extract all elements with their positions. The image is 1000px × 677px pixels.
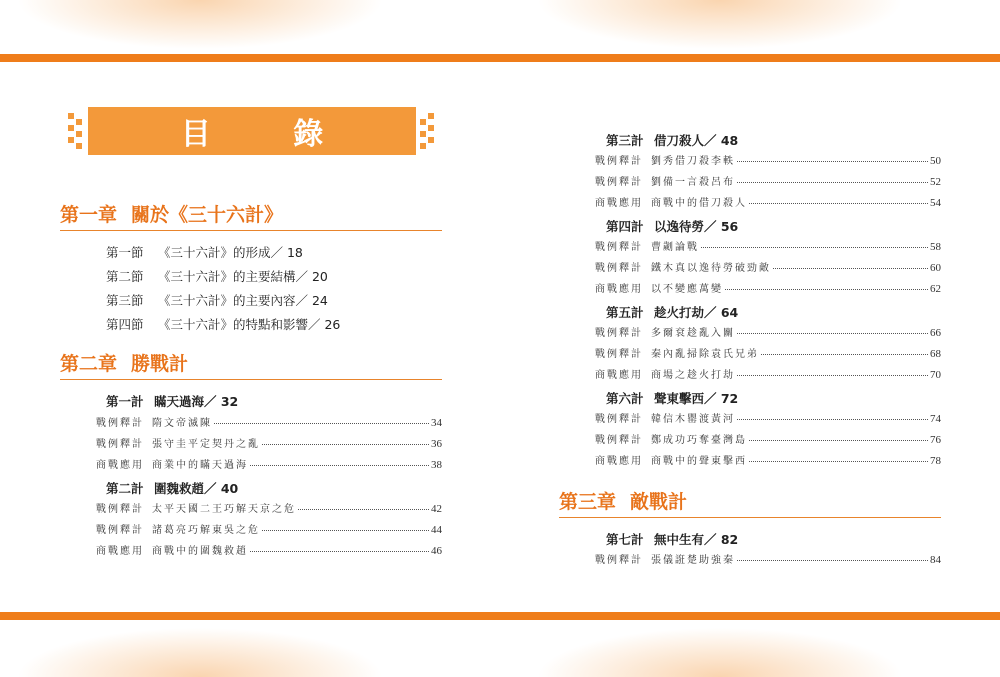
toc-entry[interactable]: 戰例釋計 鄭成功巧奪臺灣島 76	[595, 434, 941, 446]
chapter-2-heading[interactable]	[60, 349, 442, 380]
dot-leader	[773, 268, 928, 269]
chapter-title: 勝戰計	[131, 353, 189, 375]
toc-entry[interactable]: 商戰應用 商戰中的借刀殺人 54	[595, 197, 941, 209]
chapter-number: 第一章	[60, 204, 118, 226]
dot-leader	[262, 530, 429, 531]
toc-entry[interactable]: 戰例釋計 秦內亂掃除袁氏兄弟 68	[595, 348, 941, 360]
section-1[interactable]: 第一節 《三十六計》的形成／ 18	[106, 245, 303, 260]
strategy-3[interactable]: 第三計 借刀殺人／ 48	[606, 133, 739, 148]
dot-leader	[749, 203, 928, 204]
dot-leader	[737, 182, 928, 183]
toc-entry[interactable]: 戰例釋計 鐵木真以逸待勞破勁敵 60	[595, 262, 941, 274]
dot-leader	[749, 440, 928, 441]
chapter-number: 第三章	[559, 491, 617, 513]
toc-entry[interactable]: 戰例釋計 劉備一言殺呂布 52	[595, 176, 941, 188]
section-4[interactable]: 第四節 《三十六計》的特點和影響／ 26	[106, 317, 341, 332]
dot-leader	[214, 423, 429, 424]
dot-leader	[749, 461, 928, 462]
chapter-3-heading[interactable]	[559, 487, 941, 518]
chapter-1-heading[interactable]	[60, 200, 442, 231]
strategy-5[interactable]: 第五計 趁火打劫／ 64	[606, 305, 739, 320]
dot-leader	[737, 161, 928, 162]
dot-leader	[250, 465, 429, 466]
toc-entry[interactable]: 戰例釋計 多爾袞趁亂入關 66	[595, 327, 941, 339]
toc-entry[interactable]: 戰例釋計 隋文帝滅陳 34	[96, 417, 442, 429]
section-3[interactable]: 第三節 《三十六計》的主要內容／ 24	[106, 293, 328, 308]
dot-leader	[725, 289, 928, 290]
dot-leader	[737, 560, 928, 561]
toc-entry[interactable]: 戰例釋計 太平天國二王巧解天京之危 42	[96, 503, 442, 515]
bottom-glow	[0, 620, 1000, 677]
bottom-orange-bar	[0, 612, 1000, 620]
strategy-7[interactable]: 第七計 無中生有／ 82	[606, 532, 739, 547]
dot-leader	[701, 247, 928, 248]
chapter-title: 敵戰計	[630, 491, 688, 513]
dot-leader	[737, 419, 928, 420]
strategy-4[interactable]: 第四計 以逸待勞／ 56	[606, 219, 739, 234]
dot-leader	[761, 354, 928, 355]
top-glow	[0, 0, 1000, 58]
top-orange-bar	[0, 54, 1000, 62]
dot-leader	[737, 375, 928, 376]
section-2[interactable]: 第二節 《三十六計》的主要結構／ 20	[106, 269, 328, 284]
toc-entry[interactable]: 戰例釋計 劉秀借刀殺李軼 50	[595, 155, 941, 167]
chapter-number: 第二章	[60, 353, 118, 375]
toc-entry[interactable]: 戰例釋計 諸葛亮巧解東吳之危 44	[96, 524, 442, 536]
strategy-2[interactable]: 第二計 圍魏救趙／ 40	[106, 481, 239, 496]
toc-entry[interactable]: 戰例釋計 韓信木罌渡黃河 74	[595, 413, 941, 425]
toc-entry[interactable]: 戰例釋計 張守圭平定契丹之亂 36	[96, 438, 442, 450]
toc-entry[interactable]: 商戰應用 商業中的瞞天過海 38	[96, 459, 442, 471]
banner-left-ornament	[68, 113, 84, 149]
dot-leader	[250, 551, 429, 552]
toc-entry[interactable]: 戰例釋計 張儀誑楚助強秦 84	[595, 554, 941, 566]
toc-entry[interactable]: 戰例釋計 曹劌論戰 58	[595, 241, 941, 253]
strategy-6[interactable]: 第六計 聲東擊西／ 72	[606, 391, 739, 406]
toc-entry[interactable]: 商戰應用 商場之趁火打劫 70	[595, 369, 941, 381]
chapter-title: 關於《三十六計》	[131, 204, 284, 226]
toc-title-banner	[68, 107, 436, 155]
dot-leader	[262, 444, 429, 445]
toc-entry[interactable]: 商戰應用 以不變應萬變 62	[595, 283, 941, 295]
toc-entry[interactable]: 商戰應用 商戰中的聲東擊西 78	[595, 455, 941, 467]
toc-entry[interactable]: 商戰應用 商戰中的圍魏救趙 46	[96, 545, 442, 557]
toc-title: 目 錄	[88, 107, 416, 155]
strategy-1[interactable]: 第一計 瞞天過海／ 32	[106, 394, 239, 409]
dot-leader	[737, 333, 928, 334]
dot-leader	[298, 509, 429, 510]
banner-right-ornament	[420, 113, 436, 149]
